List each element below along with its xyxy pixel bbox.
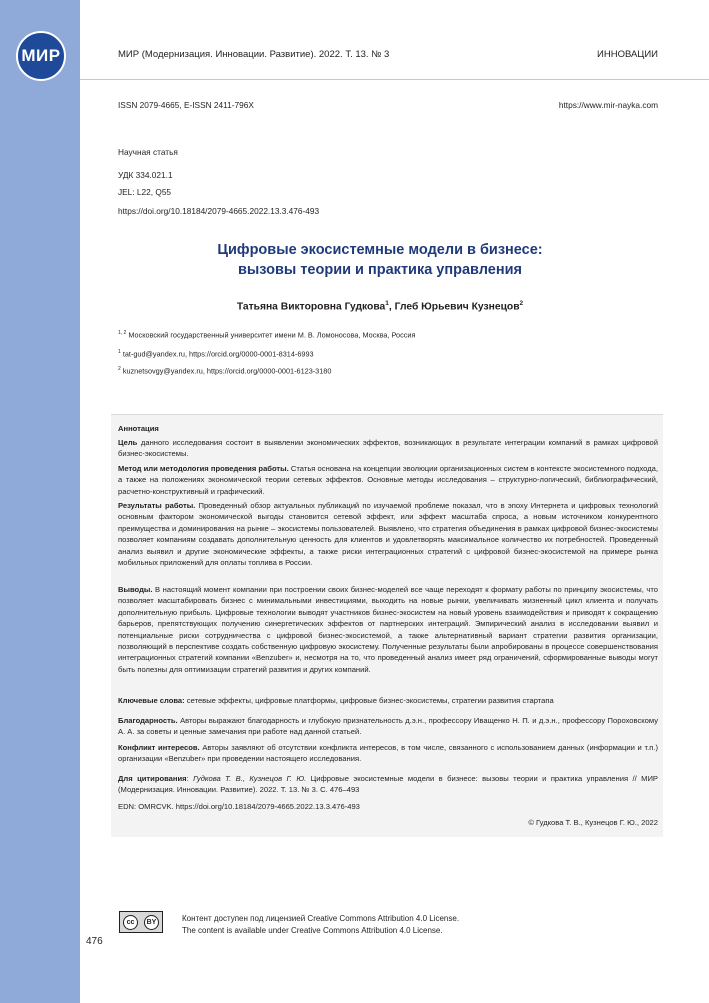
results-label: Результаты работы. [118, 501, 196, 510]
thanks-text: Авторы выражают благодарность и глубокую признательность д.э.н., профессору Иващенко Н. П. и д.э.н., профессору Пороховскому А. А. за советы и ценные замечания при работе над данной статьей. [118, 716, 658, 737]
cc-icon: cc [123, 915, 138, 930]
edn: EDN: OMRCVK. https://doi.org/10.18184/2079-4665.2022.13.3.476-493 [118, 802, 360, 811]
author-1: Татьяна Викторовна Гудкова [236, 301, 386, 313]
cite-label: Для цитирования [118, 774, 187, 783]
article-type: Научная статья [118, 147, 178, 157]
article-title-line2: вызовы теории и практика управления [238, 262, 522, 278]
citation [118, 773, 658, 796]
article-title-line1: Цифровые экосистемные модели в бизнесе: [217, 242, 543, 258]
author-separator: , [388, 301, 395, 313]
running-header-journal: МИР (Модернизация. Инновации. Развитие). 2022. Т. 13. № 3 [118, 49, 390, 60]
method-text: Статья основана на концепции эволюции организационных систем в контексте экосистемного подхода, а также на положениях экономической теории сетевых эффектов. Основные методы исследования – структурно-логический, библиографический, расчетно-конструктивный и графический. [118, 464, 658, 496]
contact-1-text[interactable]: tat-gud@yandex.ru, https://orcid.org/0000-0001-8314-6993 [122, 349, 314, 359]
doi-link[interactable]: https://doi.org/10.18184/2079-4665.2022.13.3.476-493 [118, 206, 320, 216]
keywords-text: сетевые эффекты, цифровые платформы, цифровые бизнес-экосистемы, стратегии развития стартапа [184, 696, 554, 705]
running-header-section: ИННОВАЦИИ [597, 49, 658, 60]
conflict-label: Конфликт интересов. [118, 743, 200, 752]
results-text: Проведенный обзор актуальных публикаций по изучаемой проблеме показал, что в эпоху Интернета и цифровых технологий основным фактором экономической выгоды становится сетевой эффект, или эффект масштаба спроса, а новым источником конкурентного преимущества и доминирования на рынке – экосистемы пользователей. Выявлено, что стратегия объединения в рамках цифровой бизнес-экосистемы позволяет компаниям создавать дополнительную ценность для клиентов и удовлетворять максимальное количество их потребностей. Проведенный анализ выявил и другие экономические эффекты, а также риски интеграционных стратегий с цифровой бизнес-экосистемой на примере рынка мобильных приложений для оплаты топлива в России. [118, 501, 658, 568]
conflict-text: Авторы заявляют об отсутствии конфликта интересов, в том числе, связанного с использованием данных (информации и т.п.) организации «Benzuber» при проведении настоящего исследования. [118, 743, 658, 764]
contact-2-sup: 2 [118, 366, 121, 372]
author-2-sup: 2 [519, 300, 524, 307]
author-1-sup: 1 [385, 300, 389, 307]
affiliation-sup: 1, 2 [118, 330, 127, 336]
contact-1-sup: 1 [118, 349, 121, 355]
affiliation [118, 330, 415, 339]
conclusions-label: Выводы. [118, 585, 153, 594]
method-label: Метод или методология проведения работы. [118, 464, 289, 473]
cite-text: Цифровые экосистемные модели в бизнесе: вызовы теории и практика управления // МИР (Модернизация. Инновации. Развитие). 2022. Т. 13. № 3. С. 476–493 [118, 774, 658, 795]
keywords-label: Ключевые слова: [118, 696, 185, 705]
cc-by-badge[interactable] [119, 911, 163, 933]
acknowledgements [118, 715, 658, 738]
abstract-method [118, 463, 658, 497]
udk: УДК 334.021.1 [118, 170, 173, 180]
abstract-heading: Аннотация [118, 424, 159, 433]
issn: ISSN 2079-4665, E-ISSN 2411-796X [118, 100, 254, 110]
goal-text: данного исследования состоит в выявлении экономических эффектов, возникающих в результате интеграции компаний в рамках цифровой бизнес-экосистемы. [118, 438, 658, 459]
author-2-contact [118, 366, 331, 375]
abstract-results [118, 500, 658, 568]
journal-url[interactable]: https://www.mir-nayka.com [558, 100, 658, 110]
license-text-en: The content is available under Creative Commons Attribution 4.0 License. [182, 926, 443, 935]
keywords [118, 695, 658, 706]
copyright: © Гудкова Т. В., Кузнецов Г. Ю., 2022 [528, 818, 658, 827]
conclusions-text: В настоящий момент компании при построении своих бизнес-моделей все чаще переходят к формату работы по принципу экосистемы, что позволяет масштабировать бизнес с минимальными инвестициями, выходить на новые рынки, увеличивать жизненный цикл клиента и получать дополнительную прибыль. Цифровые технологии выводят участников бизнес-экосистем на новый уровень взаимодействия и приводят к сокращению барьеров, препятствующих получению синергетических эффектов от партнерских интеграций. Эмпирический анализ в исследовании выявил и потенциальные риски сотрудничества с цифровой бизнес-экосистемой, а также альтернативный вариант стратегии развития организации, позволяющий в перспективе создать собственную цифровую экосистему. Полученные результаты были апробированы в процессе совершенствования интеграционных стратегий компании «Benzuber» и, несмотря на то, что проведенный анализ имеет ряд ограничений, сформированные выводы могут быть полезны для оптимизации стратегий развития и других компаний. [118, 585, 658, 674]
header-divider [80, 79, 709, 80]
affiliation-text: Московский государственный университет имени М. В. Ломоносова, Москва, Россия [128, 330, 416, 340]
abstract-goal [118, 437, 658, 460]
journal-logo [16, 31, 66, 81]
by-icon: BY [144, 915, 159, 930]
author-2: Глеб Юрьевич Кузнецов [394, 301, 520, 313]
cite-authors: Гудкова Т. В., Кузнецов Г. Ю. [193, 774, 307, 783]
goal-label: Цель [118, 438, 138, 447]
page-number: 476 [86, 936, 103, 947]
contact-2-text[interactable]: kuznetsovgy@yandex.ru, https://orcid.org/0000-0001-6123-3180 [122, 366, 332, 376]
thanks-label: Благодарность. [118, 716, 178, 725]
abstract-conclusions [118, 584, 658, 675]
license-text-ru: Контент доступен под лицензией Creative Commons Attribution 4.0 License. [182, 914, 460, 923]
authors [100, 300, 660, 312]
author-1-contact [118, 349, 314, 358]
conflict-of-interest [118, 742, 658, 765]
cite-colon: : [186, 774, 194, 783]
left-sidebar [0, 0, 80, 1003]
jel: JEL: L22, Q55 [118, 187, 172, 197]
logo-text: МИР [21, 46, 61, 65]
